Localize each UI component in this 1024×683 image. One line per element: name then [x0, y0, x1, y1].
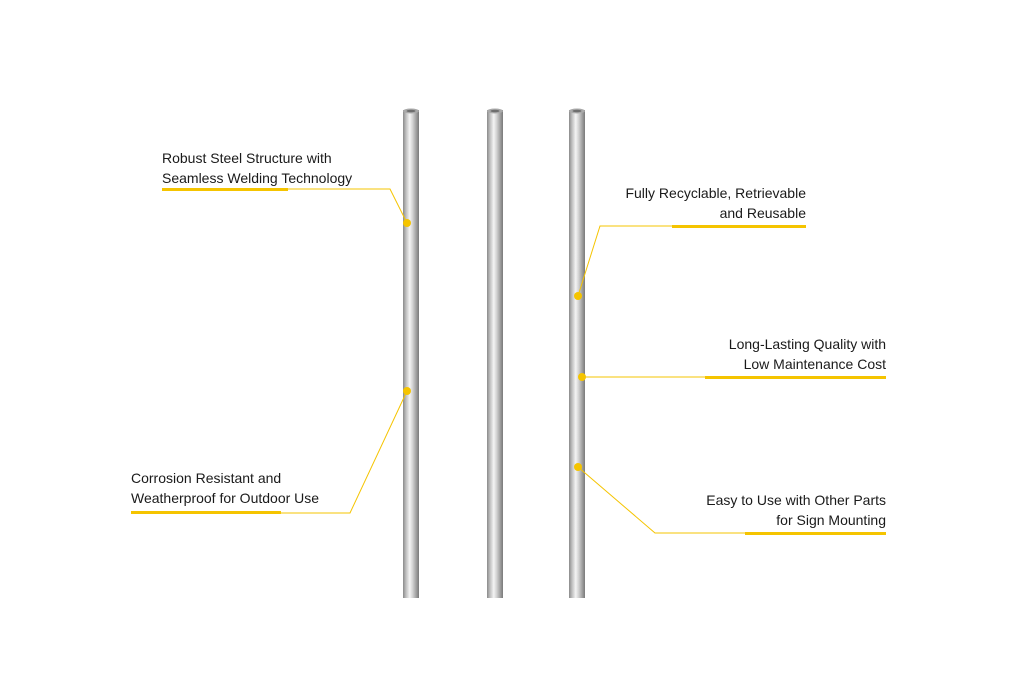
callout-text-line: Fully Recyclable, Retrievable [625, 185, 806, 201]
callout-long-lasting [729, 334, 886, 374]
steel-pole-left [403, 109, 419, 599]
callout-text-line: Long-Lasting Quality with [728, 336, 886, 352]
callout-underline-recyclable [672, 225, 806, 228]
callout-text-line: Seamless Welding Technology [162, 170, 353, 186]
callout-text-line: for Sign Mounting [776, 512, 886, 528]
callout-dot-long-lasting [578, 373, 586, 381]
leader-line-robust-steel [162, 189, 407, 223]
callout-underline-long-lasting [705, 376, 886, 379]
callout-underline-corrosion [131, 511, 281, 514]
callout-robust-steel [162, 148, 352, 188]
callout-text-line: and Reusable [719, 205, 806, 221]
callout-recyclable [625, 183, 806, 223]
callout-dot-robust-steel [403, 219, 411, 227]
callout-dot-recyclable [574, 292, 582, 300]
callout-easy-to-use [706, 490, 886, 530]
callout-underline-robust-steel [162, 188, 288, 191]
callout-text-line: Robust Steel Structure with [162, 150, 332, 166]
callout-underline-easy-to-use [745, 532, 886, 535]
leader-line-recyclable [578, 226, 806, 296]
callout-dot-corrosion [403, 387, 411, 395]
callout-text-line: Low Maintenance Cost [743, 356, 886, 372]
callout-text-line: Weatherproof for Outdoor Use [131, 490, 320, 506]
callout-dot-easy-to-use [574, 463, 582, 471]
callout-corrosion [131, 468, 319, 508]
steel-pole-middle [487, 109, 503, 599]
callout-text-line: Corrosion Resistant and [131, 470, 282, 486]
steel-pole-right [569, 109, 585, 599]
callout-text-line: Easy to Use with Other Parts [706, 492, 886, 508]
